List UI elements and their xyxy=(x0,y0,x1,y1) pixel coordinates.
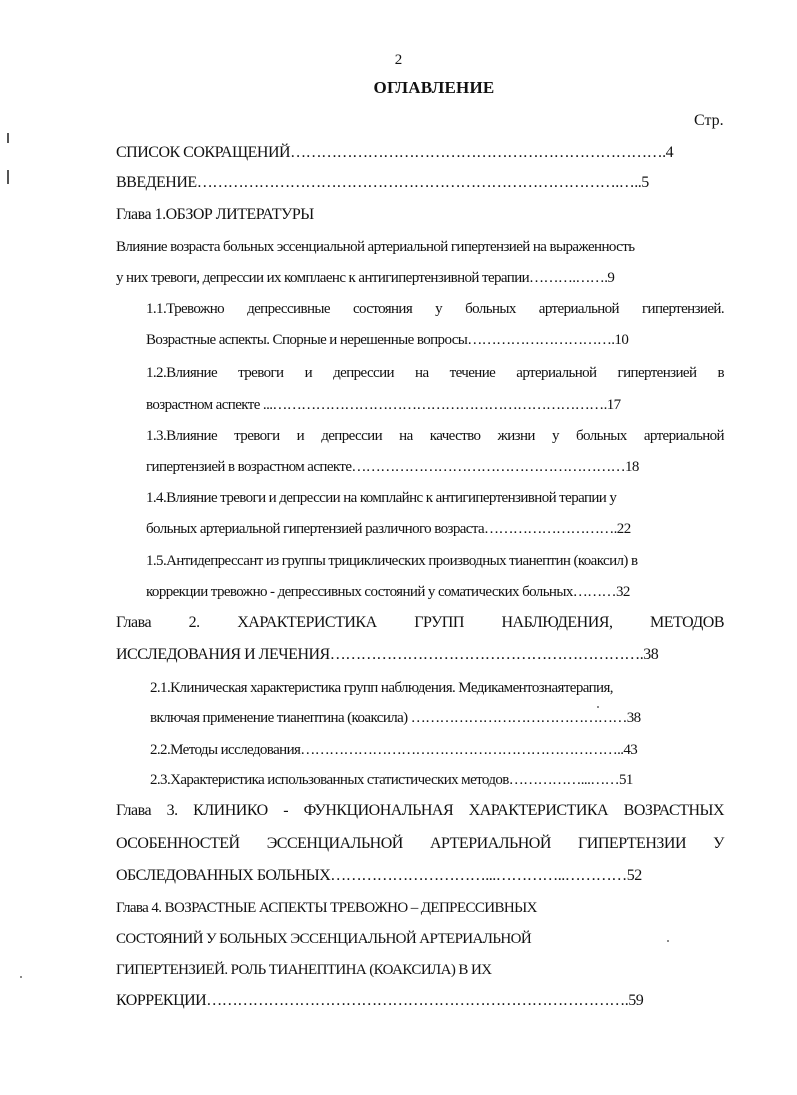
toc-section-1-3-line1: 1.3.Влияние тревоги и депрессии на качество жизни у больных артериальной xyxy=(146,428,724,444)
toc-entry-introduction: ВВЕДЕНИЕ……………………………………………………………………….…..5 xyxy=(116,174,649,191)
toc-section-1-4-line1: 1.4.Влияние тревоги и депрессии на комплайнс к антигипертензивной терапии у xyxy=(146,490,617,506)
scan-mark xyxy=(7,133,9,143)
toc-section-1-2-line1: 1.2.Влияние тревоги и депрессии на течение артериальной гипертензией в xyxy=(146,365,724,381)
toc-chapter-4-line4: КОРРЕКЦИИ……………………………………………………………………….59 xyxy=(116,992,644,1009)
scan-speck xyxy=(20,976,22,978)
toc-section-1-1-line2: Возрастные аспекты. Спорные и нерешенные вопросы………………………….10 xyxy=(146,332,629,348)
toc-chapter-2-line2: ИССЛЕДОВАНИЯ И ЛЕЧЕНИЯ…………………………………………………….38 xyxy=(116,646,659,663)
toc-chapter-1-subtitle-line1: Влияние возраста больных эссенциальной артериальной гипертензией на выраженность xyxy=(116,239,635,255)
toc-chapter-3-line1: Глава 3. КЛИНИКО - ФУНКЦИОНАЛЬНАЯ ХАРАКТЕРИСТИКА ВОЗРАСТНЫХ xyxy=(116,802,724,819)
toc-chapter-1-heading: Глава 1.ОБЗОР ЛИТЕРАТУРЫ xyxy=(116,206,314,223)
toc-chapter-4-line2: СОСТОЯНИЙ У БОЛЬНЫХ ЭССЕНЦИАЛЬНОЙ АРТЕРИАЛЬНОЙ xyxy=(116,931,532,947)
toc-section-2-1-line2: включая применение тианептина (коаксила) ………………………………………38 xyxy=(150,710,641,726)
toc-section-2-2: 2.2.Методы исследования…………………………………………………………..43 xyxy=(150,742,638,758)
toc-chapter-3-line3: ОБСЛЕДОВАННЫХ БОЛЬНЫХ…………………………...…………..…………52 xyxy=(116,867,642,884)
toc-section-2-1-line1: 2.1.Клиническая характеристика групп наблюдения. Медикаментознаятерапия, xyxy=(150,680,613,696)
toc-section-2-3: 2.3.Характеристика использованных статистических методов……………...……51 xyxy=(150,772,633,788)
page-title: ОГЛАВЛЕНИЕ xyxy=(373,78,495,97)
toc-chapter-1-subtitle-line2: у них тревоги, депрессии их комплаенс к антигипертензивной терапии……….…….9 xyxy=(116,270,615,286)
toc-section-1-1-line1: 1.1.Тревожно депрессивные состояния у больных артериальной гипертензией. xyxy=(146,301,724,317)
toc-section-1-5-line2: коррекции тревожно - депрессивных состояний у соматических больных………32 xyxy=(146,584,630,600)
toc-chapter-2-line1: Глава 2. ХАРАКТЕРИСТИКА ГРУПП НАБЛЮДЕНИЯ, МЕТОДОВ xyxy=(116,614,724,631)
scan-mark xyxy=(7,170,9,184)
toc-section-1-5-line1: 1.5.Антидепрессант из группы трициклических производных тианептин (коаксил) в xyxy=(146,553,638,569)
toc-section-1-2-line2: возрастном аспекте ...…………………………………………………………….17 xyxy=(146,397,621,413)
toc-chapter-4-line3: ГИПЕРТЕНЗИЕЙ. РОЛЬ ТИАНЕПТИНА (КОАКСИЛА) В ИХ xyxy=(116,962,492,978)
toc-section-1-4-line2: больных артериальной гипертензией различного возраста……………………….22 xyxy=(146,521,631,537)
toc-section-1-3-line2: гипертензией в возрастном аспекте…………………………………………………18 xyxy=(146,459,639,475)
page-number: 2 xyxy=(394,52,403,68)
toc-entry-abbreviations: СПИСОК СОКРАЩЕНИЙ……………………………………………………………….4 xyxy=(116,144,674,161)
scan-speck xyxy=(667,940,669,942)
toc-chapter-4-line1: Глава 4. ВОЗРАСТНЫЕ АСПЕКТЫ ТРЕВОЖНО – ДЕПРЕССИВНЫХ xyxy=(116,900,537,916)
page-column-label: Стр. xyxy=(694,112,724,129)
toc-chapter-3-line2: ОСОБЕННОСТЕЙ ЭССЕНЦИАЛЬНОЙ АРТЕРИАЛЬНОЙ ГИПЕРТЕНЗИИ У xyxy=(116,835,724,852)
